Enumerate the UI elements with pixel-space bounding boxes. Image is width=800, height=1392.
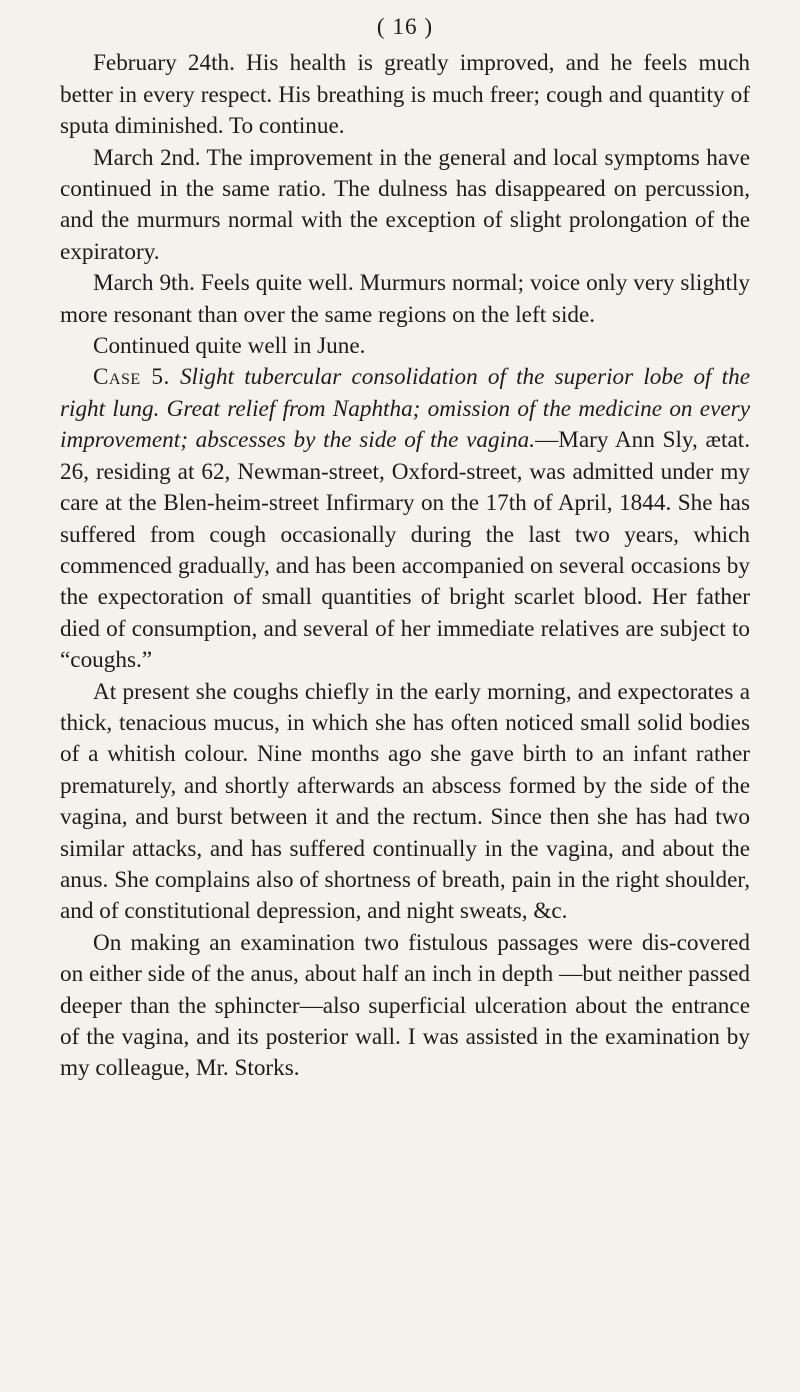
- paragraph-case-5: [60, 362, 750, 676]
- paragraph-continued-june: Continued quite well in June.: [93, 333, 366, 360]
- paragraph-march-9: March 9th. Feels quite well. Murmurs normal; voice only very slightly more resonant than over the same regions on the left side.: [60, 270, 750, 328]
- case-body: —Mary Ann Sly, ætat. 26, residing at 62, Newman-street, Oxford-street, was admitted under my care at the Blen-heim-street Infirmary on the 17th of April, 1844. She has suffered from cough occasionally during the last two years, which commenced gradually, and has been accompanied on several occasions by the expectoration of small quantities of bright scarlet blood. Her father died of consumption, and several of her immediate relatives are subject to “coughs.”: [60, 427, 750, 674]
- paragraph-march-2: March 2nd. The improvement in the general and local symptoms have continued in the same ratio. The dulness has disappeared on percussion, and the murmurs normal with the exception of slight prolongation of the expiratory.: [60, 144, 750, 265]
- paragraph-february-24: February 24th. His health is greatly improved, and he feels much better in every respect. His breathing is much freer; cough and quantity of sputa diminished. To continue.: [60, 50, 750, 140]
- case-label: Case 5.: [93, 364, 170, 391]
- paragraph-present-symptoms: At present she coughs chiefly in the early morning, and expectorates a thick, tenacious mucus, in which she has often noticed small solid bodies of a whitish colour. Nine months ago she gave birth to an infant rather prematurely, and shortly afterwards an abscess formed by the side of the vagina, and burst between it and the rectum. Since then she has had two similar attacks, and has suffered continually in the vagina, and about the anus. She complains also of shortness of breath, pain in the right shoulder, and of constitutional depression, and night sweats, &c.: [60, 678, 750, 925]
- case-title: Slight tubercular consolidation of the superior lobe of the right lung. Great relief from Naphtha; omission of the medicine on every improvement; abscesses by the side of the vagina.: [60, 364, 750, 454]
- page-number: ( 16 ): [376, 14, 434, 40]
- paragraph-examination: On making an examination two fistulous passages were dis-covered on either side of the anus, about half an inch in depth —but neither passed deeper than the sphincter—also superficial ulceration about the entrance of the vagina, and its posterior wall. I was assisted in the examination by my colleague, Mr. Storks.: [60, 929, 750, 1082]
- page-content: [60, 12, 750, 1085]
